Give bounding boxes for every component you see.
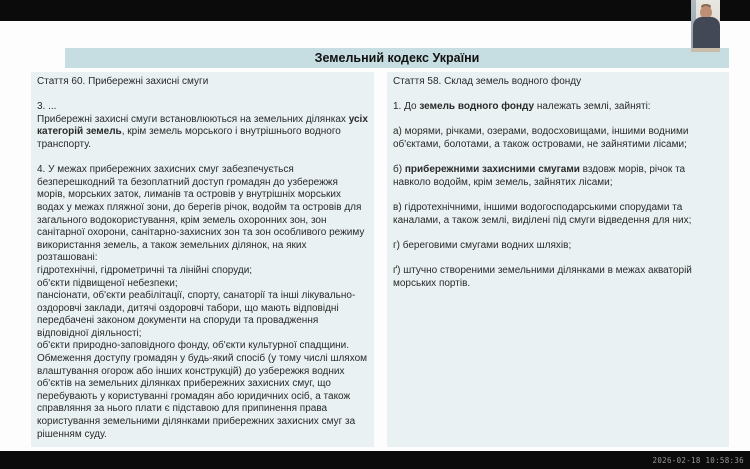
paragraph: б) прибережними захисними смугами вздовж морів, річок та навколо водойм, крім земель, зайнятих лісами; <box>393 164 686 188</box>
article-60-text <box>37 101 368 441</box>
article-60-column <box>31 72 374 447</box>
article-58-text <box>393 101 723 290</box>
article-58-heading: Стаття 58. Склад земель водного фонду <box>393 76 582 87</box>
paragraph: Обмеження доступу громадян у будь-який спосіб (у тому числі шляхом влаштування огорож або інших конструкцій) до узбережжя водних об'єктів на земельних ділянках прибережних захисних смуг, що перебувають у користуванні громадян або юридичних осіб, а також справляння за нього плати є підставою для припинення права користування земельними ділянками прибережних захисних смуг за рішенням суду. <box>37 353 368 440</box>
paragraph: г) береговими смугами водних шляхів; <box>393 239 572 251</box>
article-58-column <box>387 72 729 447</box>
desk-edge <box>691 48 720 52</box>
article-60-heading: Стаття 60. Прибережні захисні смуги <box>37 76 209 87</box>
paragraph: гідротехнічні, гідрометричні та лінійні споруди; <box>37 264 253 276</box>
paragraph: 4. У межах прибережних захисних смуг забезпечується безперешкодний та безоплатний доступ громадян до узбережжя морів, морських заток, лиманів та островів у внутрішніх морських водах у межах пляжної зони, до берегів річок, водойм та островів для загального водокористування, крім земель охоронних зон, зон санітарної охорони, санітарно-захисних зон та зон особливого режиму використання земель, а також земельних ділянок, на яких розташовані: <box>37 164 365 264</box>
paragraph: ґ) штучно створеними земельними ділянками в межах акваторій морських портів. <box>393 264 692 289</box>
shared-slide-area <box>0 21 750 451</box>
comparison-table <box>31 72 729 447</box>
paragraph: об'єкти природно-заповідного фонду, об'єкти культурної спадщини. <box>37 340 350 352</box>
recording-timestamp: 2026-02-18 10:58:36 <box>652 455 744 465</box>
top-letterbox-bar <box>0 0 750 21</box>
paragraph: в) гідротехнічними, іншими водогосподарськими спорудами та каналами, а також землі, виділені під смуги відведення для них; <box>393 201 692 226</box>
paragraph: 3. ... <box>37 101 57 113</box>
paragraph: а) морями, річками, озерами, водосховищами, іншими водними об'єктами, болотами, а також островами, не зайнятими лісами; <box>393 126 689 150</box>
page-title: Земельний кодекс України <box>314 51 480 65</box>
person-torso <box>693 17 720 49</box>
paragraph: Прибережні захисні смуги встановлюються на земельних ділянках усіх категорій земель, крім земель морського і внутрішнього водного транспорту. <box>37 113 368 150</box>
bottom-letterbox-bar <box>0 451 750 469</box>
paragraph: пансіонати, об'єкти реабілітації, спорту, санаторії та інші лікувально-оздоровчі заклади, дитячі оздоровчі табори, що мають відповідні передбачені законом документи на споруди та провадження відповідної діяльності; <box>37 290 356 339</box>
document-title-bar <box>65 48 729 68</box>
paragraph: 1. До земель водного фонду належать землі, зайняті: <box>393 101 651 113</box>
webcam-thumbnail[interactable] <box>691 0 720 52</box>
paragraph: об'єкти підвищеної небезпеки; <box>37 277 178 289</box>
